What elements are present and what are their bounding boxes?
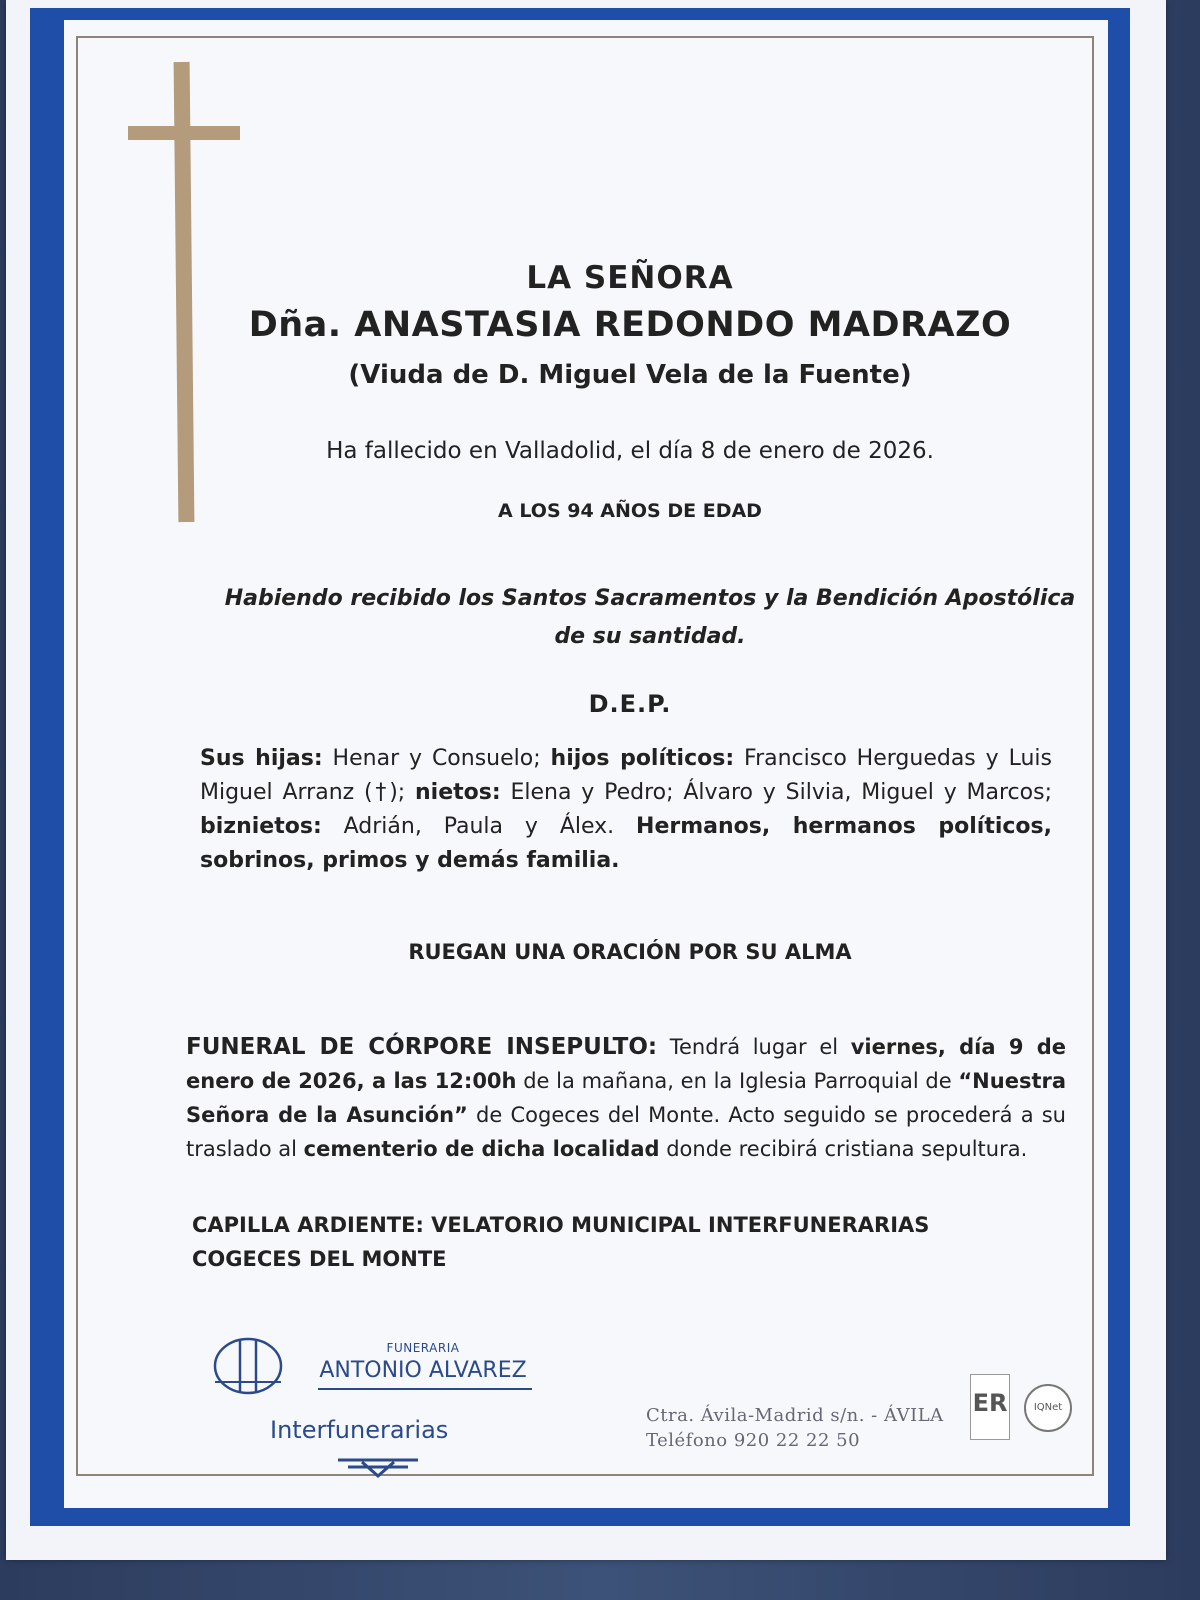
funeral-text-2: de la mañana, en la Iglesia Parroquial de: [516, 1069, 959, 1093]
funeral-cemetery: cementerio de dicha localidad: [303, 1137, 660, 1161]
widow-line: (Viuda de D. Miguel Vela de la Fuente): [348, 360, 912, 390]
sacraments-line-1: Habiendo recibido los Santos Sacramentos y la Bendición Apostólica: [224, 586, 1076, 611]
capilla-line-2: COGECES DEL MONTE: [192, 1247, 447, 1271]
aenor-er-certification: ER: [970, 1374, 1010, 1440]
grandchildren-names: Elena y Pedro; Álvaro y Silvia, Miguel y Marcos;: [500, 780, 1052, 805]
death-statement: Ha fallecido en Valladolid, el día 8 de enero de 2026.: [326, 438, 934, 464]
funeraria-address: Ctra. Ávila-Madrid s/n. - ÁVILA: [646, 1405, 944, 1426]
interfunerarias-brand: Interfunerarias: [270, 1416, 449, 1444]
funeraria-label: FUNERARIA: [386, 1341, 460, 1355]
funeral-date: viernes, día 9 de enero de 2026, a las 12:00h: [186, 1035, 1066, 1093]
funeraria-phone: Teléfono 920 22 22 50: [646, 1430, 861, 1451]
family-paragraph: [200, 742, 1052, 878]
greatgrand-names: Adrián, Paula y Álex.: [321, 814, 637, 839]
grandchildren-label: nietos:: [415, 780, 501, 805]
funeral-text-1: Tendrá lugar el: [657, 1035, 851, 1059]
iqnet-certification: IQNet: [1024, 1384, 1072, 1432]
daughters-names: Henar y Consuelo;: [322, 746, 551, 771]
inlaws-names: Francisco Herguedas y Luis Miguel Arranz (†);: [200, 746, 1052, 805]
funeral-text-3: de Cogeces del Monte. Acto seguido se procederá a su traslado al: [186, 1103, 1066, 1161]
funeraria-logo-icon: [212, 1336, 284, 1396]
family-rest: Hermanos, hermanos políticos, sobrinos, primos y demás familia.: [200, 814, 1052, 873]
funeral-text-4: donde recibirá cristiana sepultura.: [659, 1137, 1028, 1161]
prayer-request: RUEGAN UNA ORACIÓN POR SU ALMA: [408, 940, 852, 964]
funeral-label: FUNERAL DE CÓRPORE INSEPULTO:: [186, 1034, 658, 1060]
funeral-paragraph: [186, 1030, 1066, 1166]
greatgrand-label: biznietos:: [200, 814, 322, 839]
age-line: A LOS 94 AÑOS DE EDAD: [498, 500, 762, 522]
deceased-name: Dña. ANASTASIA REDONDO MADRAZO: [248, 305, 1012, 345]
capilla-ardiente: [192, 1208, 1052, 1276]
daughters-label: Sus hijas:: [200, 746, 323, 771]
funeraria-name: ANTONIO ALVAREZ: [319, 1358, 527, 1383]
interfunerarias-logo-icon: [336, 1456, 420, 1478]
funeraria-underline: [318, 1388, 532, 1390]
inlaws-label: hijos políticos:: [550, 746, 735, 771]
dep-line: D.E.P.: [588, 690, 672, 718]
cross-icon-arm: [128, 126, 240, 140]
capilla-line-1: CAPILLA ARDIENTE: VELATORIO MUNICIPAL INTERFUNERARIAS: [192, 1213, 930, 1237]
sacraments-statement: [210, 580, 1090, 656]
sacraments-line-2: de su santidad.: [554, 624, 746, 649]
funeral-church: “Nuestra Señora de la Asunción”: [186, 1069, 1067, 1127]
heading-title: LA SEÑORA: [526, 260, 734, 296]
